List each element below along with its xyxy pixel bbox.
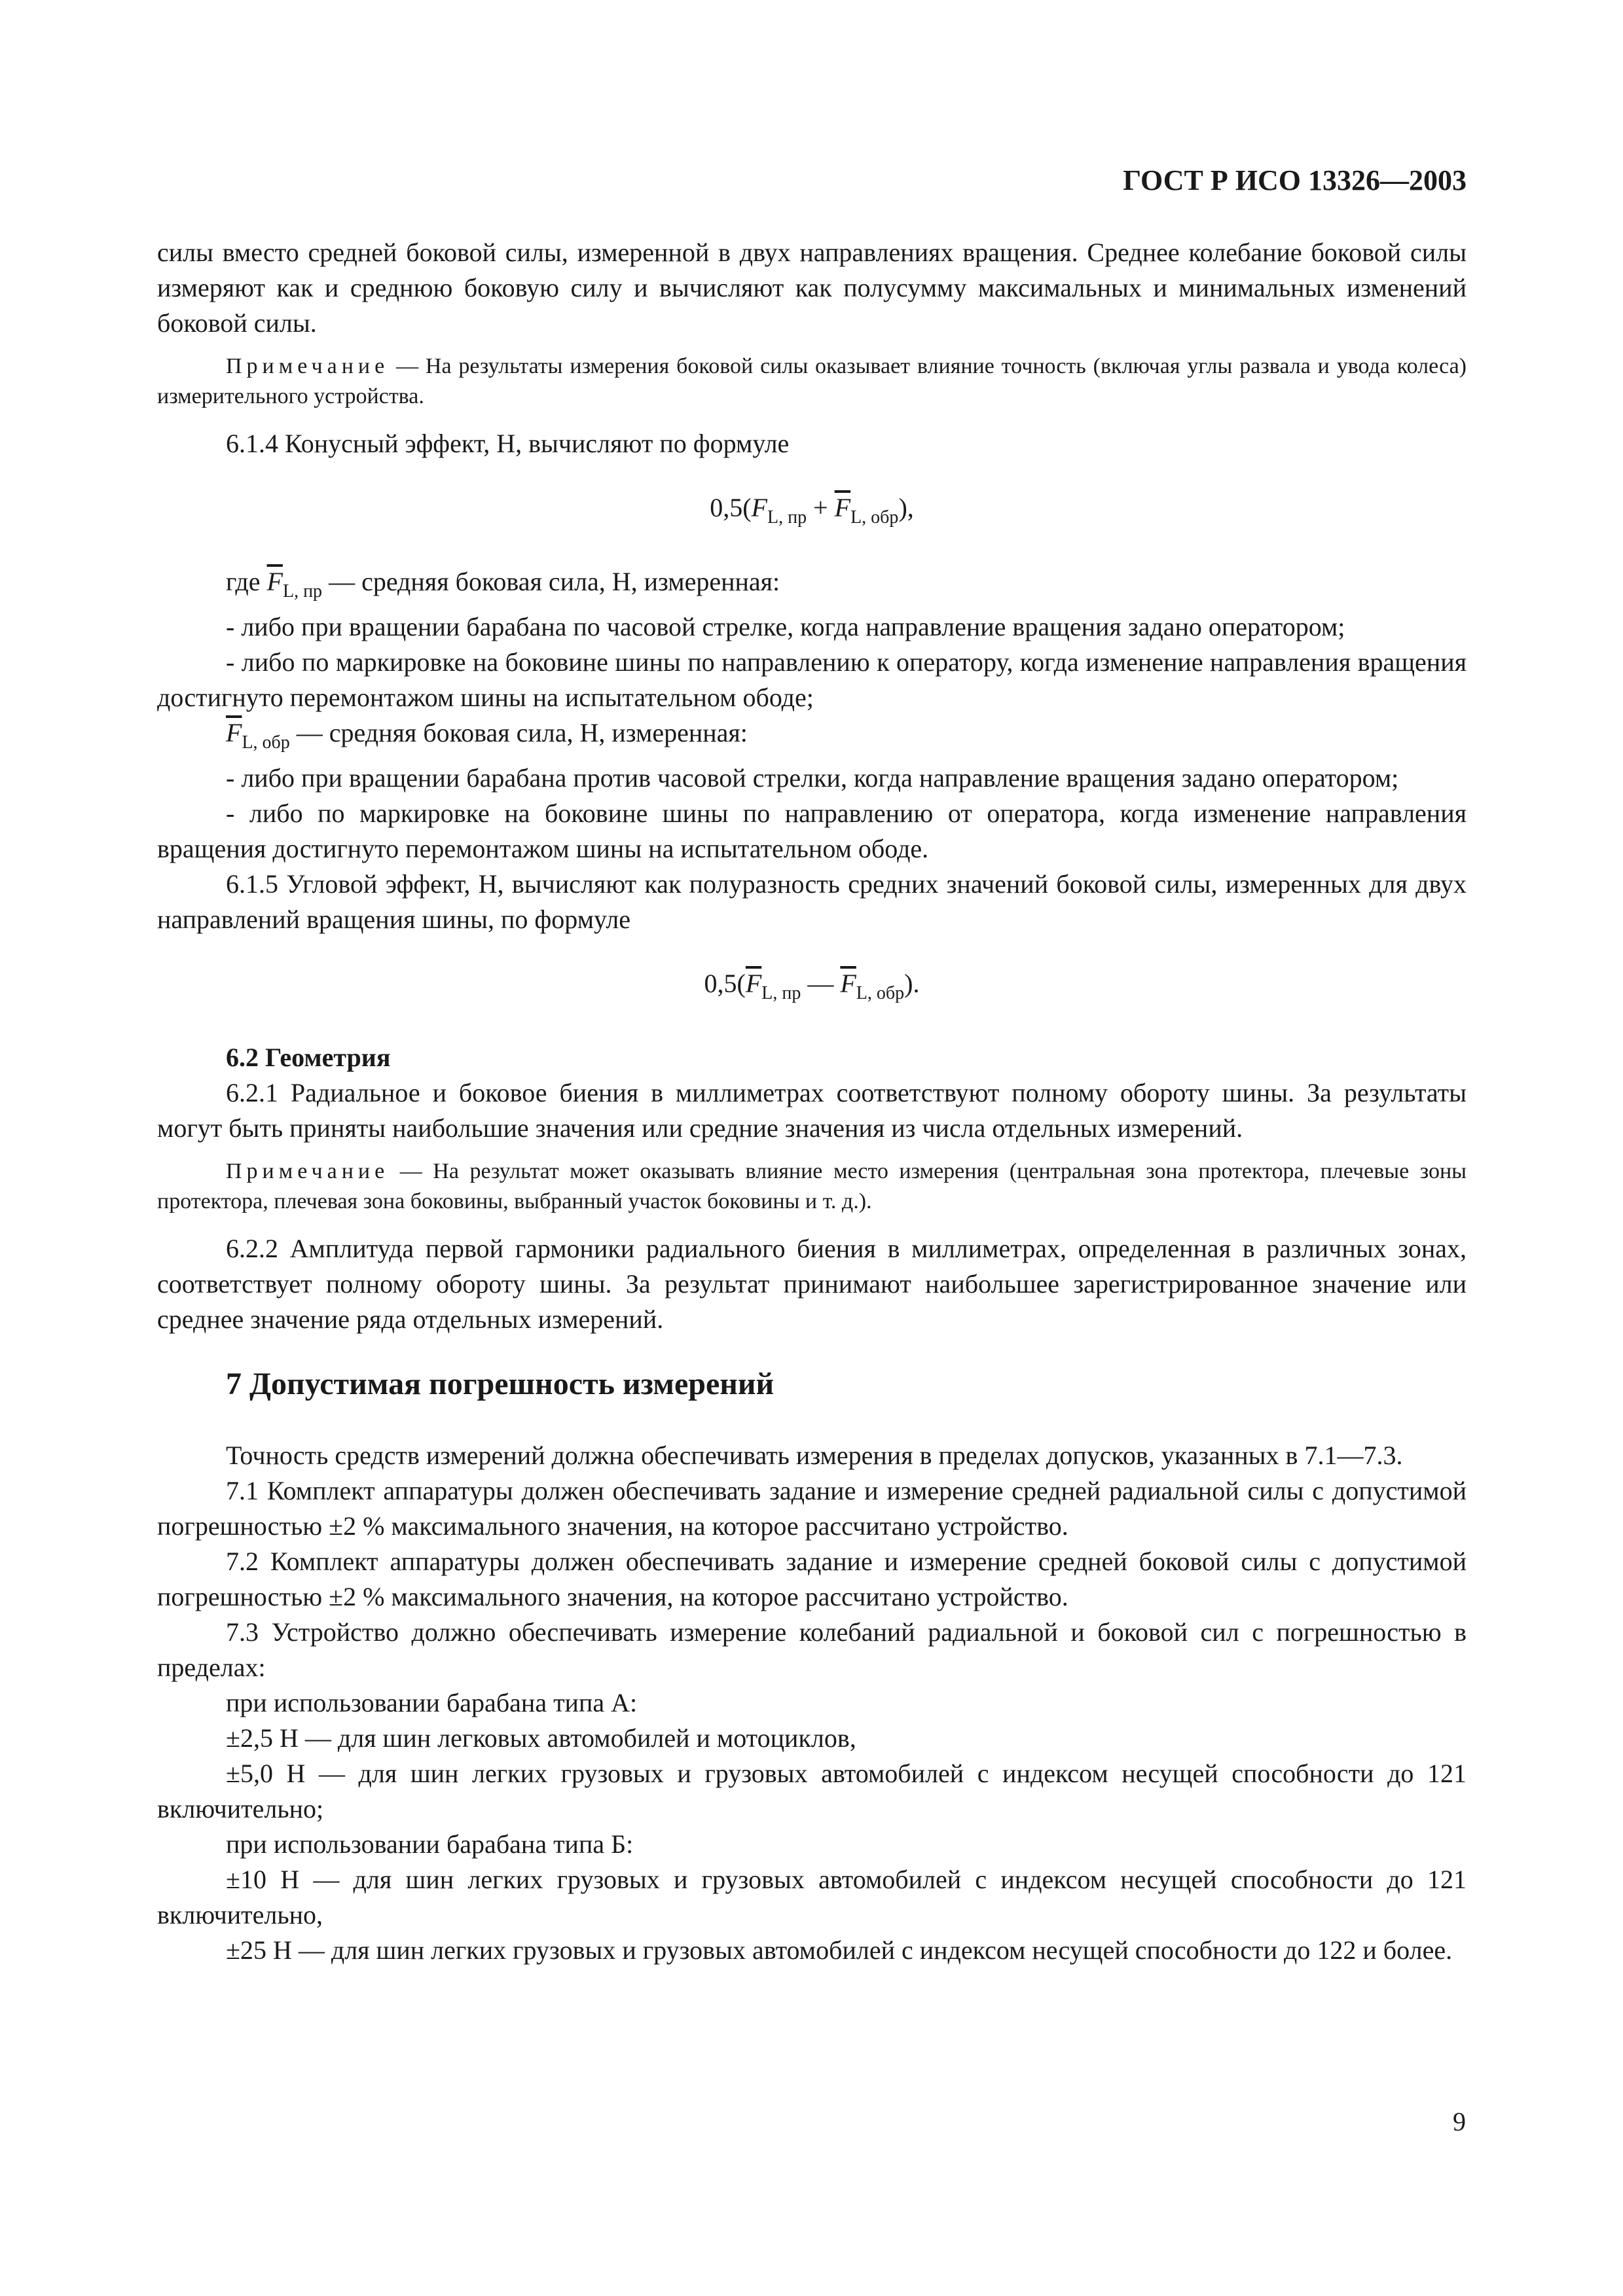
- drum-type-b: при использовании барабана типа Б:: [226, 1829, 634, 1859]
- note-text: — На результат может оказывать влияние место измерения (центральная зона протектора, плечевые зоны протектора, плечевая зона боковины, выбранный участок боковины и т. д.).: [157, 1159, 1467, 1213]
- where-item: - либо по маркировке на боковине шины по направлению от оператора, когда изменение направления вращения достигнуто перемонтажом шины на испытательном ободе.: [157, 798, 1467, 863]
- note-2: [157, 1157, 1467, 1217]
- tolerance-item: ±10 Н — для шин легких грузовых и грузовых автомобилей с индексом несущей способности до 121 включительно,: [157, 1865, 1467, 1929]
- page-number: 9: [1453, 2107, 1466, 2136]
- page-content: [157, 164, 1467, 1968]
- subsection-6-2-heading: 6.2 Геометрия: [226, 1043, 391, 1072]
- where-item: - либо по маркировке на боковине шины по направлению к оператору, когда изменение направления вращения достигнуто перемонтажом шины на испытательном ободе;: [157, 647, 1467, 712]
- clause-6-2-1: 6.2.1 Радиальное и боковое биения в миллиметрах соответствуют полному обороту шины. За результаты могут быть приняты наибольшие значения или средние значения из числа отдельных измерений.: [157, 1078, 1467, 1143]
- clause-6-1-4: 6.1.4 Конусный эффект, Н, вычисляют по формуле: [226, 429, 790, 458]
- note-label: Примечание: [226, 354, 390, 378]
- paragraph-continuation: силы вместо средней боковой силы, измеренной в двух направлениях вращения. Среднее колебание боковой силы измеряют как и среднюю боковую силу и вычисляют как полусумму максимальных и минимальных изменений боковой силы.: [157, 238, 1467, 338]
- tolerance-item: ±25 Н — для шин легких грузовых и грузовых автомобилей с индексом несущей способности до 122 и более.: [226, 1935, 1453, 1965]
- where-definition-1: где $\overline{F}_{L, пр}$ — средняя боковая сила, Н, измеренная:: [226, 567, 780, 601]
- section-7-intro: Точность средств измерений должна обеспечивать измерения в пределах допусков, указанных в 7.1—7.3.: [226, 1441, 1403, 1470]
- section-7-heading: 7 Допустимая погрешность измерений: [226, 1367, 775, 1401]
- formula-angle-effect: $0,5(\overline{F}_{L, пр}$ — $\overline{F}_{L, обр}$).: [704, 969, 920, 1003]
- clause-6-1-5: 6.1.5 Угловой эффект, Н, вычисляют как полуразность средних значений боковой силы, измеренных для двух направлений вращения шины, по формуле: [157, 869, 1467, 934]
- note-1: [157, 351, 1467, 412]
- document-code-header: ГОСТ Р ИСО 13326—2003: [1123, 164, 1467, 196]
- note-label: Примечание: [226, 1159, 390, 1183]
- clause-7-3: 7.3 Устройство должно обеспечивать измерение колебаний радиальной и боковой сил с погрешностью в пределах:: [157, 1617, 1467, 1682]
- clause-7-2: 7.2 Комплект аппаратуры должен обеспечивать задание и измерение средней боковой силы с допустимой погрешностью ±2 % максимального значения, на которое рассчитано устройство.: [157, 1547, 1467, 1611]
- formula-conicity: $0,5(F_{L, пр} + \overline{F}_{L, обр})$,: [710, 493, 914, 528]
- tolerance-item: ±5,0 Н — для шин легких грузовых и грузовых автомобилей с индексом несущей способности до 121 включительно;: [157, 1759, 1467, 1823]
- drum-type-a: при использовании барабана типа А:: [226, 1688, 638, 1717]
- note-text: — На результаты измерения боковой силы оказывает влияние точность (включая углы развала и увода колеса) измерительного устройства.: [157, 354, 1467, 408]
- where-definition-2: $\overline{F}_{L, обр}$ — средняя боковая сила, Н, измеренная:: [226, 718, 748, 753]
- where-item: - либо при вращении барабана по часовой стрелке, когда направление вращения задано оператором;: [226, 612, 1345, 641]
- tolerance-item: ±2,5 Н — для шин легковых автомобилей и мотоциклов,: [226, 1723, 856, 1753]
- where-item: - либо при вращении барабана против часовой стрелки, когда направление вращения задано оператором;: [226, 763, 1399, 793]
- clause-7-1: 7.1 Комплект аппаратуры должен обеспечивать задание и измерение средней радиальной силы с допустимой погрешностью ±2 % максимального значения, на которое рассчитано устройство.: [157, 1476, 1467, 1541]
- clause-6-2-2: 6.2.2 Амплитуда первой гармоники радиального биения в миллиметрах, определенная в различных зонах, соответствует полному обороту шины. За результат принимают наибольшее зарегистрированное значение или среднее значение ряда отдельных измерений.: [157, 1234, 1467, 1334]
